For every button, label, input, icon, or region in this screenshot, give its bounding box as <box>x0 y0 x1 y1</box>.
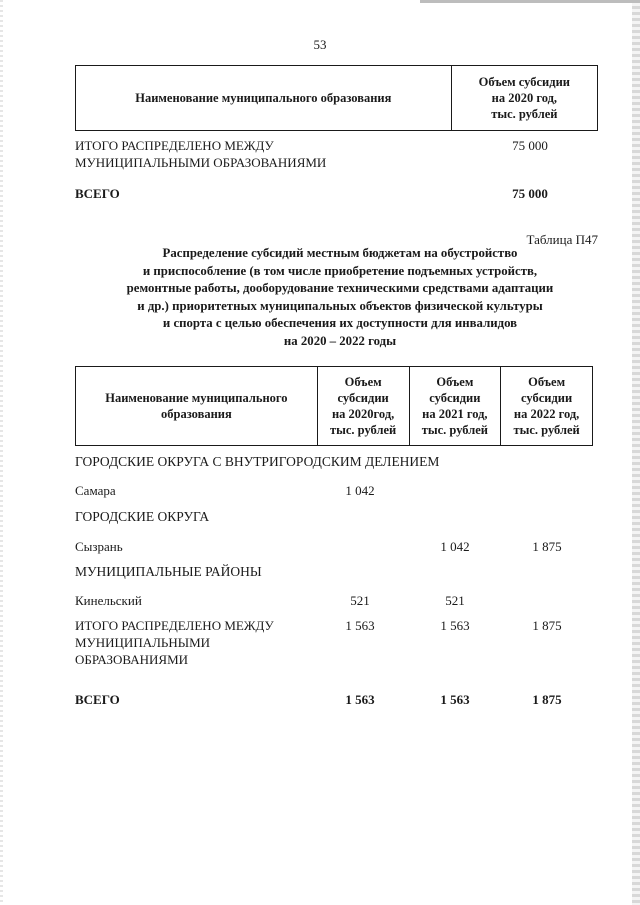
table2-syzran-2022: 1 875 <box>532 539 562 554</box>
table2-caption: Таблица П47 <box>526 232 598 247</box>
table2-total-distributed-line3: ОБРАЗОВАНИЯМИ <box>75 652 189 667</box>
table1-total-distributed-line2: МУНИЦИПАЛЬНЫМИ ОБРАЗОВАНИЯМИ <box>75 155 327 170</box>
table1-grand-total-label: ВСЕГО <box>75 186 120 201</box>
table2-header <box>75 366 593 446</box>
table2-col-2020-line1: Объем <box>344 375 382 389</box>
table2-grand-total-2021: 1 563 <box>440 692 470 707</box>
table2-col-2020-line4: тыс. рублей <box>329 423 397 437</box>
table2-col-2020-line3: на 2020год, <box>331 407 395 421</box>
table2-kinel-name: Кинельский <box>75 593 142 608</box>
table1-col-2020-line3: тыс. рублей <box>491 107 558 121</box>
table2-total-distributed-2022: 1 875 <box>532 618 562 633</box>
table2-col-2021-line2: субсидии <box>429 391 481 405</box>
table1-col-name: Наименование муниципального образования <box>76 66 452 131</box>
table1-col-2020-line1: Объем субсидии <box>478 75 570 89</box>
table2-grand-total-2022: 1 875 <box>532 692 562 707</box>
table2-title-line1: Распределение субсидий местным бюджетам на обустройство <box>162 246 518 260</box>
scan-edge-top <box>420 0 640 3</box>
table2-kinel-2020: 521 <box>350 593 370 608</box>
table2-col-2022 <box>501 367 593 446</box>
table2-syzran-2021: 1 042 <box>440 539 470 554</box>
table2-col-2020-line2: субсидии <box>337 391 389 405</box>
table2-total-distributed-line1: ИТОГО РАСПРЕДЕЛЕНО МЕЖДУ <box>75 618 274 633</box>
table2-title-line6: на 2020 – 2022 годы <box>283 333 397 348</box>
table2-total-distributed-line2: МУНИЦИПАЛЬНЫМИ <box>75 635 211 650</box>
table2-section-municipal: МУНИЦИПАЛЬНЫЕ РАЙОНЫ <box>75 564 262 579</box>
table2-title <box>80 245 600 350</box>
table2-col-name <box>76 367 318 446</box>
table2-title-line2: и приспособление (в том числе приобретение подъемных устройств, <box>142 263 538 278</box>
table2-syzran-name: Сызрань <box>75 539 123 554</box>
table2-col-2022-line2: субсидии <box>521 391 573 405</box>
table2-col-2021 <box>409 367 501 446</box>
table2-section-cities: ГОРОДСКИЕ ОКРУГА <box>75 509 210 524</box>
table1-col-2020 <box>451 66 597 131</box>
table2-grand-total-2020: 1 563 <box>345 692 375 707</box>
table2-col-2021-line1: Объем <box>436 375 474 389</box>
table1-total-distributed-value: 75 000 <box>512 138 548 153</box>
table2-kinel-2021: 521 <box>445 593 465 608</box>
table2-col-2022-line1: Объем <box>528 375 566 389</box>
table2-col-name-line1: Наименование муниципального <box>105 391 288 405</box>
scan-edge-left <box>0 0 3 905</box>
table2-title-line5: и спорта с целью обеспечения их доступности для инвалидов <box>162 316 518 330</box>
table2-title-line4: и др.) приоритетных муниципальных объектов физической культуры <box>137 298 543 313</box>
table1-header <box>75 65 598 131</box>
table2-col-2021-line4: тыс. рублей <box>421 423 488 437</box>
table2-section-city-districts: ГОРОДСКИЕ ОКРУГА С ВНУТРИГОРОДСКИМ ДЕЛЕНИЕМ <box>75 454 440 469</box>
page-number: 53 <box>313 37 327 52</box>
table1-total-distributed-label <box>75 137 455 171</box>
table2-samara-2020: 1 042 <box>345 483 375 498</box>
table2-col-2020 <box>317 367 409 446</box>
table2-col-2022-line3: на 2022 год, <box>513 407 580 421</box>
table2-samara-name: Самара <box>75 483 116 498</box>
scan-edge-right <box>632 0 640 905</box>
table2-col-2021-line3: на 2021 год, <box>422 407 488 421</box>
table1-total-distributed-line1: ИТОГО РАСПРЕДЕЛЕНО МЕЖДУ <box>75 138 274 153</box>
table1-col-2020-line2: на 2020 год, <box>491 91 558 105</box>
table2-total-distributed-label <box>75 617 325 668</box>
table2-title-line3: ремонтные работы, дооборудование техническими средствами адаптации <box>126 281 554 295</box>
table1-grand-total-value: 75 000 <box>512 186 548 201</box>
table2-grand-total-label: ВСЕГО <box>75 692 120 707</box>
table2-total-distributed-2020: 1 563 <box>345 618 375 633</box>
table2-total-distributed-2021: 1 563 <box>440 618 470 633</box>
table2-col-2022-line4: тыс. рублей <box>513 423 580 437</box>
table2-col-name-line2: образования <box>161 407 232 421</box>
